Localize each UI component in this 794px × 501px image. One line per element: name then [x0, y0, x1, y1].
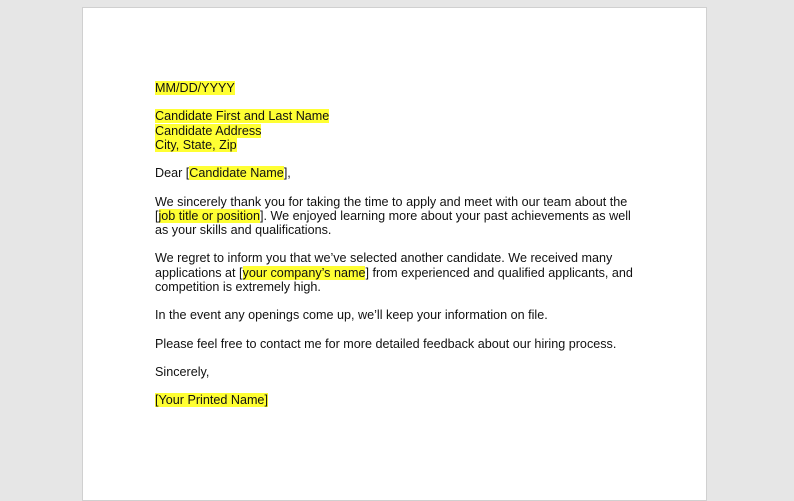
- paragraph-regret-line1: We regret to inform you that we’ve selected another candidate. We received many: [155, 251, 613, 266]
- salutation: [155, 166, 635, 180]
- recipient-address: Candidate Address: [155, 123, 262, 138]
- company-name-placeholder: your company’s name: [242, 265, 366, 280]
- letter-date: [155, 81, 635, 95]
- recipient-name: Candidate First and Last Name: [155, 109, 330, 124]
- salutation-prefix: Dear [: [155, 166, 190, 181]
- paragraph-thanks-line2-rest: ]. We enjoyed learning more about your past achievements as well: [260, 208, 631, 223]
- paragraph-openings: In the event any openings come up, we’ll keep your information on file.: [155, 308, 548, 323]
- signature-block: [155, 393, 635, 407]
- position-bracket-open: [: [155, 208, 159, 223]
- position-placeholder: job title or position: [158, 208, 261, 223]
- salutation-suffix: ],: [283, 166, 291, 181]
- paragraph-thanks: [155, 195, 635, 238]
- printed-name-placeholder: [Your Printed Name]: [155, 393, 268, 408]
- recipient-city-state-zip: City, State, Zip: [155, 137, 237, 152]
- date-placeholder: MM/DD/YYYY: [155, 81, 235, 95]
- paragraph-regret: [155, 251, 635, 294]
- letter-body: [155, 81, 635, 422]
- paragraph-regret-line3: competition is extremely high.: [155, 279, 321, 294]
- paragraph-regret-line2-before: applications at [: [155, 265, 243, 280]
- paragraph-thanks-line1: We sincerely thank you for taking the time to apply and meet with our team about the: [155, 194, 628, 209]
- salutation-candidate-name: Candidate Name: [189, 166, 284, 181]
- paragraph-regret-line2-after: ] from experienced and qualified applicants, and: [365, 265, 633, 280]
- recipient-block: [155, 109, 635, 152]
- paragraph-feedback: Please feel free to contact me for more detailed feedback about our hiring process.: [155, 336, 617, 351]
- closing: Sincerely,: [155, 364, 210, 379]
- document-page: [82, 7, 707, 501]
- paragraph-thanks-line3: as your skills and qualifications.: [155, 222, 332, 237]
